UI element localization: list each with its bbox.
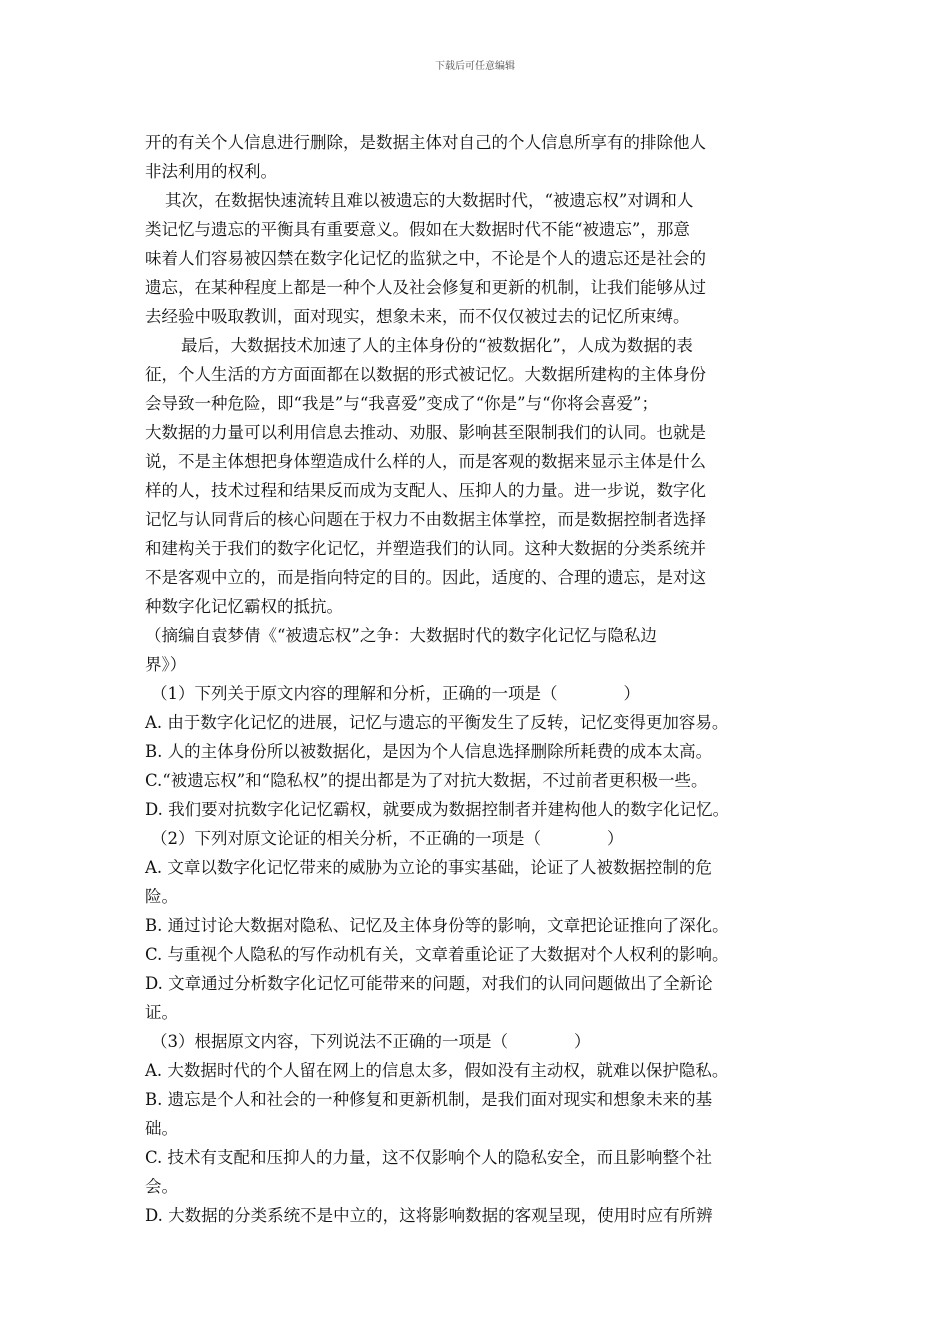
text-line: 最后，大数据技术加速了人的主体身份的“被数据化”，人成为数据的表 xyxy=(181,336,693,355)
text-line: 证。 xyxy=(145,1003,178,1022)
text-line: 征，个人生活的方方面面都在以数据的形式被记忆。大数据所建构的主体身份 xyxy=(145,365,706,384)
text-line: 会导致一种危险，即“我是”与“我喜爱”变成了“你是”与“你将会喜爱”； xyxy=(145,394,658,413)
text-line: B. 通过讨论大数据对隐私、记忆及主体身份等的影响，文章把论证推向了深化。 xyxy=(145,916,729,935)
text-line: C. 技术有支配和压抑人的力量，这不仅影响个人的隐私安全，而且影响整个社 xyxy=(145,1148,713,1167)
text-line: （1）下列关于原文内容的理解和分析，正确的一项是（ ） xyxy=(151,684,640,703)
text-line: C. 与重视个人隐私的写作动机有关，文章着重论证了大数据对个人权利的影响。 xyxy=(145,945,729,964)
text-line: D. 我们要对抗数字化记忆霸权，就要成为数据控制者并建构他人的数字化记忆。 xyxy=(145,800,730,819)
text-line: 样的人，技术过程和结果反而成为支配人、压抑人的力量。进一步说，数字化 xyxy=(145,481,706,500)
page-header: 下载后可任意编辑 xyxy=(435,61,515,72)
text-line: 会。 xyxy=(145,1177,178,1196)
text-line: D. 大数据的分类系统不是中立的，这将影响数据的客观呈现，使用时应有所辨 xyxy=(145,1206,713,1225)
text-line: 大数据的力量可以利用信息去推动、劝服、影响甚至限制我们的认同。也就是 xyxy=(145,423,706,442)
text-line: 去经验中吸取教训，面对现实，想象未来，而不仅仅被过去的记忆所束缚。 xyxy=(145,307,690,326)
text-line: 础。 xyxy=(145,1119,178,1138)
text-line: B. 遗忘是个人和社会的一种修复和更新机制，是我们面对现实和想象未来的基 xyxy=(145,1090,713,1109)
text-line: B. 人的主体身份所以被数据化，是因为个人信息选择删除所耗费的成本太高。 xyxy=(145,742,713,761)
text-line: 味着人们容易被囚禁在数字化记忆的监狱之中，不论是个人的遗忘还是社会的 xyxy=(145,249,706,268)
text-line: 非法利用的权利。 xyxy=(145,162,277,181)
text-line: 界》） xyxy=(145,655,187,674)
text-line: 开的有关个人信息进行删除，是数据主体对自己的个人信息所享有的排除他人 xyxy=(145,133,706,152)
text-line: （2）下列对原文论证的相关分析，不正确的一项是（ ） xyxy=(151,829,624,848)
text-line: 和建构关于我们的数字化记忆，并塑造我们的认同。这种大数据的分类系统并 xyxy=(145,539,706,558)
text-line: A. 由于数字化记忆的进展，记忆与遗忘的平衡发生了反转，记忆变得更加容易。 xyxy=(145,713,729,732)
text-line: 种数字化记忆霸权的抵抗。 xyxy=(145,597,343,616)
text-line: 险。 xyxy=(145,887,178,906)
text-line: 其次，在数据快速流转且难以被遗忘的大数据时代，“被遗忘权”对调和人 xyxy=(165,191,694,210)
text-line: 不是客观中立的，而是指向特定的目的。因此，适度的、合理的遗忘，是对这 xyxy=(145,568,706,587)
text-line: A. 文章以数字化记忆带来的威胁为立论的事实基础，论证了人被数据控制的危 xyxy=(145,858,712,877)
document-body xyxy=(145,128,811,1230)
text-line: 说，不是主体想把身体塑造成什么样的人，而是客观的数据来显示主体是什么 xyxy=(145,452,706,471)
text-line: D. 文章通过分析数字化记忆可能带来的问题，对我们的认同问题做出了全新论 xyxy=(145,974,713,993)
text-line: （摘编自袁梦倩《“被遗忘权”之争：大数据时代的数字化记忆与隐私边 xyxy=(145,626,657,645)
text-line: 记忆与认同背后的核心问题在于权力不由数据主体掌控，而是数据控制者选择 xyxy=(145,510,706,529)
text-line: （3）根据原文内容，下列说法不正确的一项是（ ） xyxy=(151,1032,591,1051)
text-line: 遗忘，在某种程度上都是一种个人及社会修复和更新的机制，让我们能够从过 xyxy=(145,278,706,297)
text-line: 类记忆与遗忘的平衡具有重要意义。假如在大数据时代不能“被遗忘”，那意 xyxy=(145,220,690,239)
text-line: A. 大数据时代的个人留在网上的信息太多，假如没有主动权，就难以保护隐私。 xyxy=(145,1061,729,1080)
text-line: C.“被遗忘权”和“隐私权”的提出都是为了对抗大数据，不过前者更积极一些。 xyxy=(145,771,708,790)
